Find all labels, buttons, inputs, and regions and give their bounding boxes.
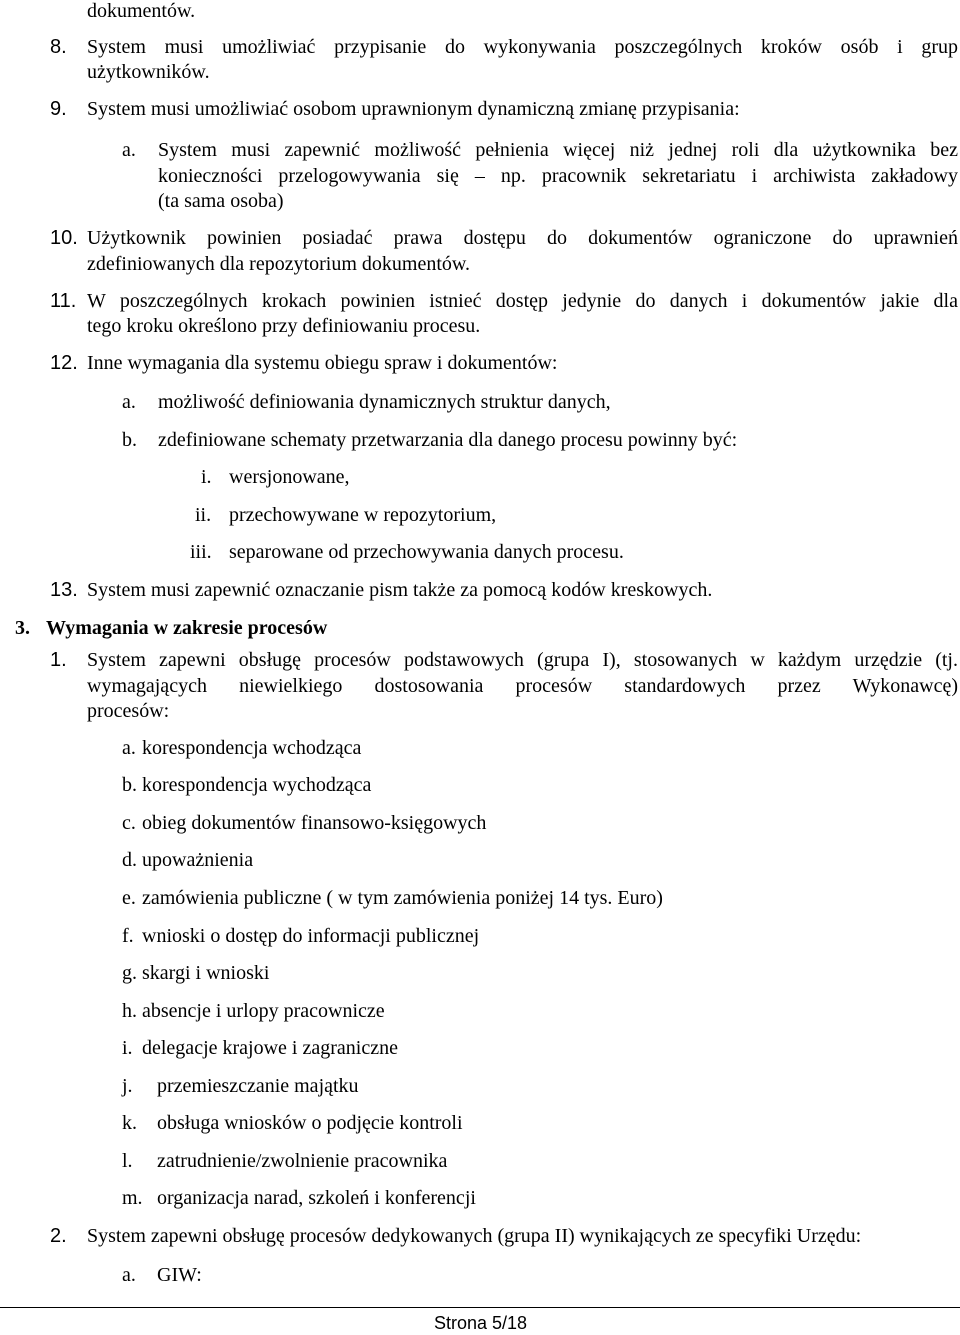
process-item: obsługa wniosków o podjęcie kontroli [157,1112,463,1134]
list-number-10: 10. [50,227,78,249]
section3-item-2-text-line1: System zapewni obsługę procesów dedykowanych (grupa II) wynikających ze specyfiki Urzędu: [87,1225,862,1247]
process-item: skargi i wnioski [142,962,270,984]
page-number: Strona 5/18 [434,1313,528,1333]
list-marker-12a: a. [122,391,136,413]
list-marker-9a: a. [122,139,136,161]
item-11-text-line2: tego kroku określono przy definiowaniu procesu. [87,315,481,337]
item-8-text-line1: System musi umożliwiać przypisanie do wykonywania poszczególnych kroków osób i grup [87,36,958,58]
process-marker: f. [122,925,134,947]
list-number-9: 9. [50,98,67,120]
process-item: obieg dokumentów finansowo-księgowych [142,812,487,834]
list-number-12: 12. [50,352,78,374]
process-item: przemieszczanie majątku [157,1075,359,1097]
process-marker: d. [122,849,137,871]
item-8-text-line2: użytkowników. [87,61,210,83]
process-item: korespondencja wchodząca [142,737,362,759]
process-marker: g. [122,962,137,984]
process-marker: h. [122,1000,137,1022]
item-11-text-line1: W poszczególnych krokach powinien istnieć dostęp jedynie do danych i dokumentów jakie dla [87,290,958,312]
section-title: Wymagania w zakresie procesów [46,617,328,639]
process-marker: k. [122,1112,137,1134]
list-marker-12b: b. [122,429,137,451]
item-2a-text: GIW: [157,1264,202,1286]
process-marker: c. [122,812,136,834]
process-marker: a. [122,737,136,759]
item-10-text-line2: zdefiniowanych dla repozytorium dokumentów. [87,253,471,275]
item-12b-i-text: wersjonowane, [229,466,350,488]
item-12b-text: zdefiniowane schematy przetwarzania dla danego procesu powinny być: [158,429,738,451]
section3-list-number-1: 1. [50,649,67,671]
item-9a-text-line2: konieczności przelogowywania się – np. pracownik sekretariatu i archiwista zakładowy [158,165,958,187]
section3-item-1-text-line1: System zapewni obsługę procesów podstawowych (grupa I), stosowanych w każdym urzędzie (tj. [87,649,958,671]
section3-item-1-text-line3: procesów: [87,700,170,722]
item-12a-text: możliwość definiowania dynamicznych struktur danych, [158,391,611,413]
list-marker-12b-ii: ii. [195,504,212,526]
list-marker-2a: a. [122,1264,136,1286]
item-10-text-line1: Użytkownik powinien posiadać prawa dostępu do dokumentów ograniczone do uprawnień [87,227,958,249]
process-item: zatrudnienie/zwolnienie pracownika [157,1150,448,1172]
process-item: delegacje krajowe i zagraniczne [142,1037,398,1059]
list-number-11: 11. [50,290,77,312]
paragraph-continuation: dokumentów. [87,0,196,22]
list-number-13: 13. [50,579,78,601]
process-marker: m. [122,1187,143,1209]
process-marker: e. [122,887,136,909]
process-item: upoważnienia [142,849,254,871]
process-marker: j. [122,1075,133,1097]
process-item: organizacja narad, szkoleń i konferencji [157,1187,476,1209]
item-9-text-line1: System musi umożliwiać osobom uprawnionym dynamiczną zmianę przypisania: [87,98,740,120]
section3-item-1-text-line2: wymagających niewielkiego dostosowania procesów standardowych przez Wykonawcę) [87,675,958,697]
list-marker-12b-iii: iii. [190,541,212,563]
footer-divider [0,1307,960,1308]
item-13-text-line1: System musi zapewnić oznaczanie pism także za pomocą kodów kreskowych. [87,579,713,601]
item-12b-ii-text: przechowywane w repozytorium, [229,504,497,526]
process-marker: i. [122,1037,133,1059]
process-item: zamówienia publiczne ( w tym zamówienia poniżej 14 tys. Euro) [142,887,663,909]
process-marker: b. [122,774,137,796]
item-12b-iii-text: separowane od przechowywania danych procesu. [229,541,624,563]
process-item: absencje i urlopy pracownicze [142,1000,385,1022]
list-marker-12b-i: i. [201,466,212,488]
process-item: wnioski o dostęp do informacji publicznej [142,925,480,947]
section-number-3: 3. [15,617,30,639]
item-12-text-line1: Inne wymagania dla systemu obiegu spraw i dokumentów: [87,352,558,374]
item-9a-text-line3: (ta sama osoba) [158,190,284,212]
process-item: korespondencja wychodząca [142,774,372,796]
section3-list-number-2: 2. [50,1225,67,1247]
item-9a-text-line1: System musi zapewnić możliwość pełnienia więcej niż jednej roli dla użytkownika bez [158,139,958,161]
process-marker: l. [122,1150,133,1172]
list-number-8: 8. [50,36,67,58]
